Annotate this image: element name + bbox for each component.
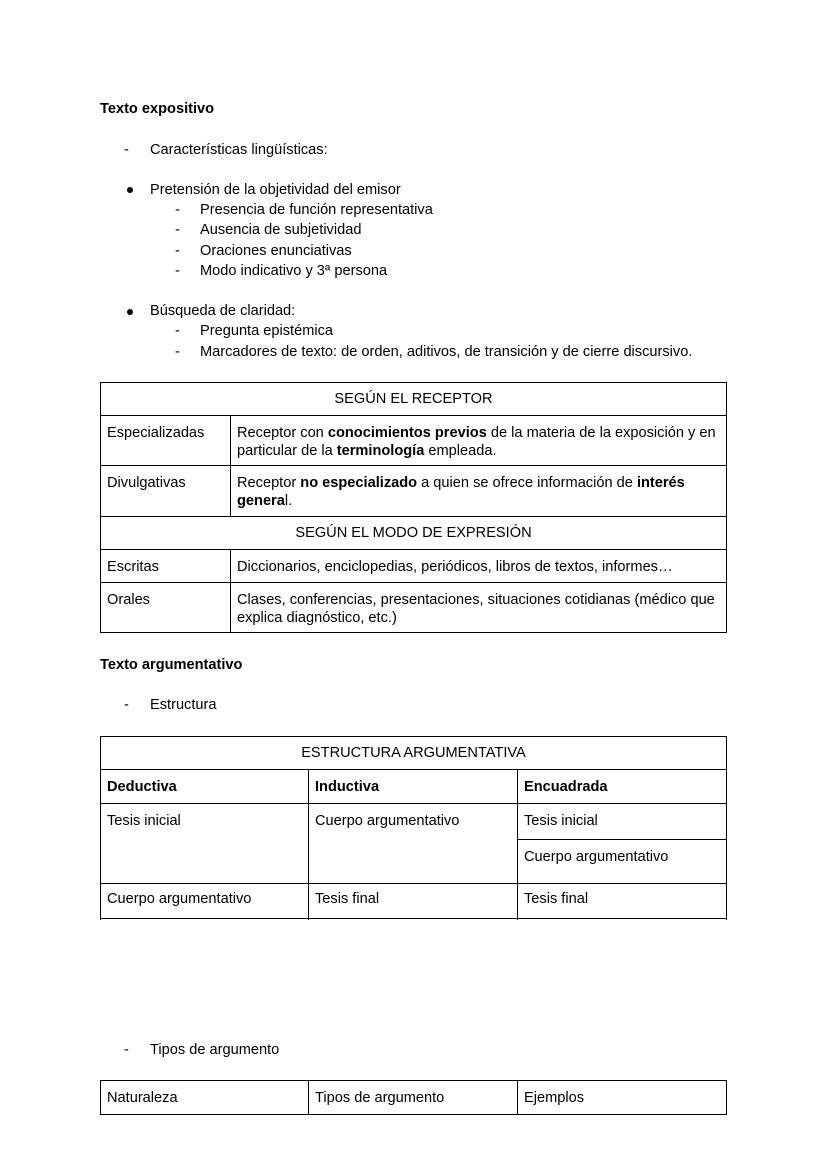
dash-marker: - (124, 142, 129, 158)
row-label: Divulgativas (101, 466, 231, 517)
row-text: Clases, conferencias, presentaciones, situaciones cotidianas (médico que explica diagnóstico, etc.) (231, 583, 727, 633)
list-item-estructura: Estructura (150, 697, 217, 713)
row-text: Diccionarios, enciclopedias, periódicos, libros de textos, informes… (231, 550, 727, 583)
dash-marker: - (175, 243, 180, 259)
column-header: Inductiva (309, 770, 518, 804)
list-item-caracteristicas: Características lingüísticas: (150, 142, 328, 158)
row-label: Orales (101, 583, 231, 633)
list-item-tipos: Tipos de argumento (150, 1042, 280, 1058)
row-label: Escritas (101, 550, 231, 583)
dash-marker: - (175, 222, 180, 238)
section-title-argumentativo: Texto argumentativo (100, 657, 243, 673)
table-receptor (100, 382, 727, 633)
sub-item: Ausencia de subjetividad (200, 222, 362, 238)
dash-marker: - (175, 202, 180, 218)
table-row (101, 416, 727, 466)
table-cell: Cuerpo argumentativo (518, 840, 727, 884)
row-text: Receptor con conocimientos previos de la materia de la exposición y en particular de la terminología empleada. (231, 416, 727, 466)
bullet-icon (127, 309, 133, 315)
sub-item: Pregunta epistémica (200, 323, 334, 339)
row-text: Receptor no especializado a quien se ofrece información de interés general. (231, 466, 727, 517)
table-row (101, 466, 727, 517)
bullet-item-claridad: Búsqueda de claridad: (150, 303, 296, 319)
section-title-expositivo: Texto expositivo (100, 101, 215, 117)
dash-marker: - (175, 323, 180, 339)
column-header: Deductiva (101, 770, 309, 804)
table-cell: Tesis final (309, 884, 518, 919)
column-header: Tipos de argumento (309, 1081, 518, 1115)
column-header: Ejemplos (518, 1081, 727, 1115)
dash-marker: - (175, 344, 180, 360)
table-estructura (100, 736, 727, 919)
table-cell: Tesis inicial (518, 804, 727, 840)
sub-item: Oraciones enunciativas (200, 243, 352, 259)
table-cell: Cuerpo argumentativo (309, 804, 518, 884)
bullet-icon (127, 187, 133, 193)
bullet-item-objetividad: Pretensión de la objetividad del emisor (150, 182, 401, 198)
table-header: ESTRUCTURA ARGUMENTATIVA (101, 737, 727, 770)
table-cell: Tesis inicial (101, 804, 309, 884)
column-header: Encuadrada (518, 770, 727, 804)
dash-marker: - (175, 263, 180, 279)
sub-item: Modo indicativo y 3ª persona (200, 263, 388, 279)
dash-marker: - (124, 1042, 129, 1058)
column-header: Naturaleza (101, 1081, 309, 1115)
table-row (101, 550, 727, 583)
table-cell: Tesis final (518, 884, 727, 919)
table-header: SEGÚN EL MODO DE EXPRESIÓN (101, 517, 727, 550)
sub-item: Marcadores de texto: de orden, aditivos, de transición y de cierre discursivo. (200, 344, 693, 360)
sub-item: Presencia de función representativa (200, 202, 433, 218)
table-cell: Cuerpo argumentativo (101, 884, 309, 919)
row-label: Especializadas (101, 416, 231, 466)
table-row (101, 583, 727, 633)
table-header: SEGÚN EL RECEPTOR (101, 383, 727, 416)
table-tipos (100, 1080, 727, 1115)
dash-marker: - (124, 697, 129, 713)
